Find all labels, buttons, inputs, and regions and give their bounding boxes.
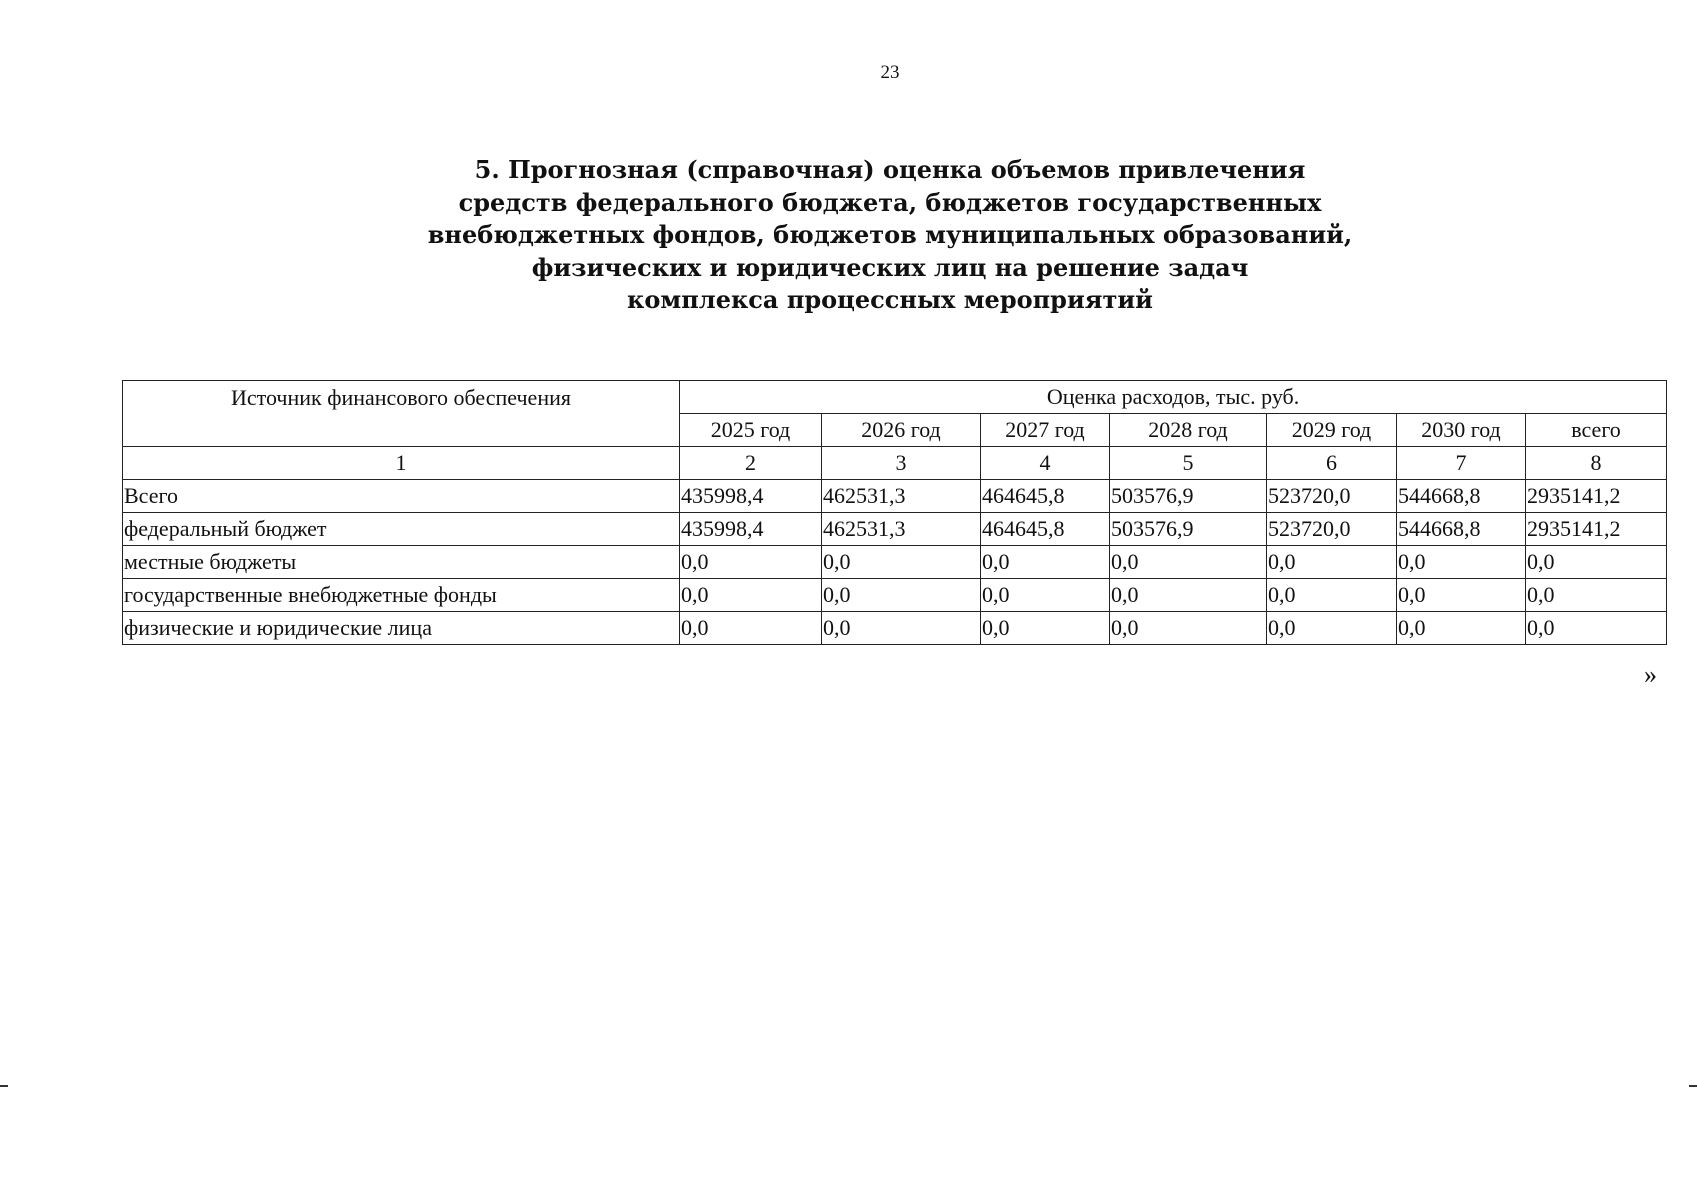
- table-row-total: [123, 480, 1667, 513]
- cell-value: 0,0: [1110, 579, 1267, 612]
- cell-value: 0,0: [822, 579, 981, 612]
- total-header: всего: [1526, 414, 1667, 447]
- title-line: физических и юридических лиц на решение задач: [531, 252, 1249, 282]
- year-header: 2028 год: [1110, 414, 1267, 447]
- title-line: 5. Прогнозная (справочная) оценка объемов привлечения: [474, 155, 1306, 184]
- header-row: [123, 381, 1667, 414]
- left-edge-mark: [0, 1085, 8, 1087]
- column-number: 7: [1397, 447, 1526, 480]
- cell-value: 544668,8: [1397, 513, 1526, 546]
- right-edge-mark: [1689, 1085, 1697, 1087]
- source-header: Источник финансового обеспечения: [123, 381, 680, 447]
- cell-value: 0,0: [1397, 579, 1526, 612]
- column-number: 2: [680, 447, 822, 480]
- cell-value: 0,0: [822, 546, 981, 579]
- cell-value: 0,0: [1110, 546, 1267, 579]
- funding-table: [122, 380, 1667, 645]
- cell-value: 0,0: [822, 612, 981, 645]
- year-header: 2027 год: [981, 414, 1110, 447]
- table-row-local-budgets: [123, 546, 1667, 579]
- cell-value: 0,0: [1397, 612, 1526, 645]
- table-row-extra-budgetary-funds: [123, 579, 1667, 612]
- column-number: 6: [1267, 447, 1397, 480]
- cell-value: 0,0: [1397, 546, 1526, 579]
- row-label: Всего: [123, 480, 680, 513]
- cell-value: 0,0: [1526, 546, 1667, 579]
- cell-value: 462531,3: [822, 513, 981, 546]
- title-line: внебюджетных фондов, бюджетов муниципальных образований,: [427, 220, 1353, 249]
- column-number: 5: [1110, 447, 1267, 480]
- cell-value: 2935141,2: [1526, 513, 1667, 546]
- cell-value: 0,0: [680, 546, 822, 579]
- cell-value: 0,0: [1110, 612, 1267, 645]
- cell-value: 0,0: [680, 579, 822, 612]
- cell-value: 0,0: [981, 612, 1110, 645]
- cell-value: 0,0: [1526, 612, 1667, 645]
- table-row-federal-budget: [123, 513, 1667, 546]
- cell-value: 435998,4: [680, 513, 822, 546]
- table-row-individuals-and-legal-entities: [123, 612, 1667, 645]
- cell-value: 0,0: [1526, 579, 1667, 612]
- document-title: [380, 154, 1400, 317]
- column-number: 8: [1526, 447, 1667, 480]
- column-number: 4: [981, 447, 1110, 480]
- cell-value: 462531,3: [822, 480, 981, 513]
- cell-value: 464645,8: [981, 480, 1110, 513]
- cell-value: 0,0: [680, 612, 822, 645]
- title-line: средств федерального бюджета, бюджетов государственных: [458, 187, 1322, 217]
- year-header: 2030 год: [1397, 414, 1526, 447]
- closing-quote-mark: »: [1644, 660, 1657, 689]
- year-header: 2026 год: [822, 414, 981, 447]
- row-label: местные бюджеты: [123, 546, 680, 579]
- row-label: государственные внебюджетные фонды: [123, 579, 680, 612]
- column-number: 3: [822, 447, 981, 480]
- year-header: 2025 год: [680, 414, 822, 447]
- cell-value: 0,0: [981, 546, 1110, 579]
- row-label: физические и юридические лица: [123, 612, 680, 645]
- cell-value: 2935141,2: [1526, 480, 1667, 513]
- cell-value: 544668,8: [1397, 480, 1526, 513]
- cell-value: 503576,9: [1110, 513, 1267, 546]
- page-number: 23: [880, 62, 900, 83]
- cell-value: 503576,9: [1110, 480, 1267, 513]
- cell-value: 523720,0: [1267, 480, 1397, 513]
- cell-value: 0,0: [1267, 612, 1397, 645]
- cell-value: 523720,0: [1267, 513, 1397, 546]
- cell-value: 0,0: [981, 579, 1110, 612]
- column-number: 1: [123, 447, 680, 480]
- estimate-header: Оценка расходов, тыс. руб.: [680, 381, 1667, 414]
- column-number-row: [123, 447, 1667, 480]
- cell-value: 464645,8: [981, 513, 1110, 546]
- cell-value: 0,0: [1267, 546, 1397, 579]
- year-header: 2029 год: [1267, 414, 1397, 447]
- cell-value: 0,0: [1267, 579, 1397, 612]
- title-line: комплекса процессных мероприятий: [627, 285, 1153, 314]
- cell-value: 435998,4: [680, 480, 822, 513]
- row-label: федеральный бюджет: [123, 513, 680, 546]
